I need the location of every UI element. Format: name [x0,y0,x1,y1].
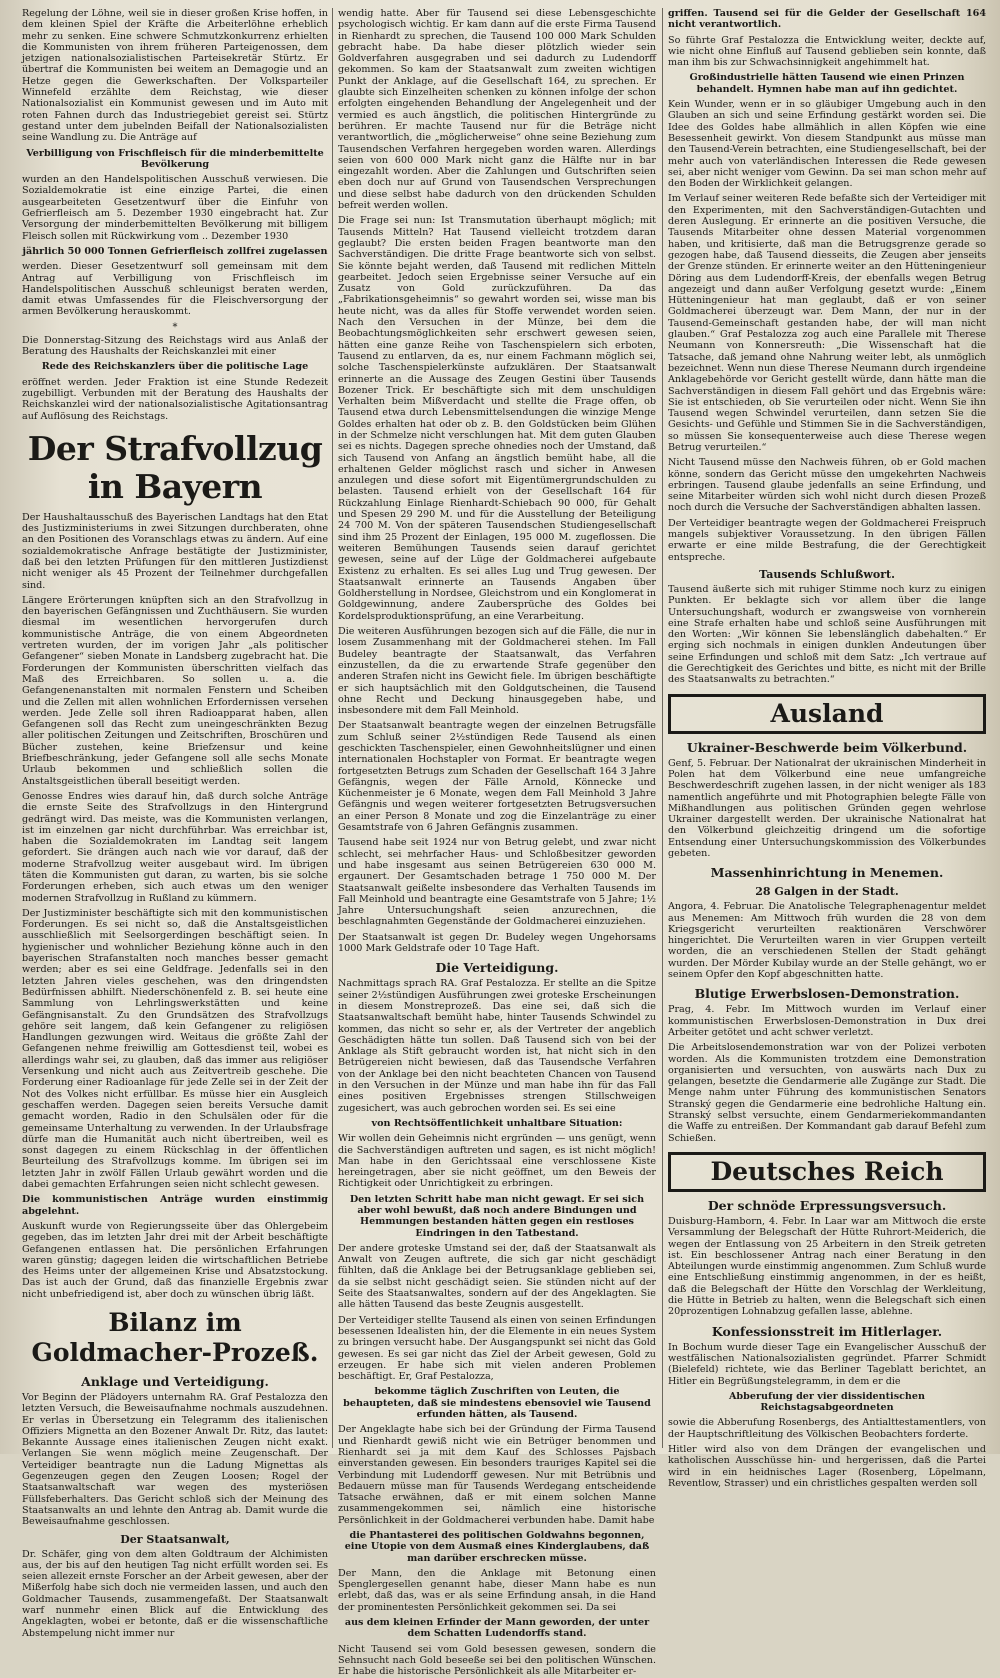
article-text: Duisburg-Hamborn, 4. Febr. In Laar war am Mittwoch die erste Versammlung der Belegschaft der Hütte Ruhrort-Meiderich, die wegen der Entlassung von 25 Arbeitern in den Streik getreten ist. Ein beschlossener Antrag nach einer Beratung in den Abteilungen wurde einstimmig angenommen. Zum Schluß wurde eine Entschließung einstimmig angenommen, in der es heißt, daß die Belegschaft der Hütte den Vorschlag der Werkleitung, die Hütte in Betrieb zu halten, wenn die Belegschaft sich einen 20prozentigen Lohnabzug gefallen lasse, ablehne. [668,1215,986,1318]
article-text: Der Staatsanwalt beantragte wegen der einzelnen Betrugsfälle zum Schluß seiner 2½stündigen Rede Tausend als einen geschickten Taschenspieler, einen Gewohnheitslügner und einen internationalen Hochstapler von Format. Er beantragte wegen fortgesetzten Betrugs zum Schaden der Gesellschaft 164 3 Jahre Gefängnis, wegen der Fälle Arnold, Könnecke und Küchenmeister je 6 Monate, wegen dem Fall Meinhold 3 Jahre Gefängnis und wegen weiterer fortgesetzten Betrugsversuchen an einer Person 8 Monate und zog die Einzelanträge zu einer Gesamtstrafe von 6 Jahren Gefängnis zusammen. [338,720,656,834]
headline-blutige: Blutige Erwerbslosen-Demonstration. [694,986,960,1002]
headline-ukrainer: Ukrainer-Beschwerde beim Völkerbund. [686,739,968,755]
highlight-line: bekomme täglich Zuschriften von Leuten, die behaupteten, daß sie mindestens ebensoviel wie Tausend erfunden hätten, als Tausend. [343,1386,651,1421]
article-text: Der Mann, den die Anklage mit Betonung einen Spenglergesellen genannt habe, dieser Mann habe es nun erlebt, daß das, was er als seine Erfindung ansah, in die Hand der prominentesten Persönlichkeit gekommen sei. Da sei [338,1567,656,1613]
article-text: Tausend habe seit 1924 nur von Betrug gelebt, und zwar nicht schlecht, sei mehrfacher Haus- und Schloßbesitzer geworden und habe insgesamt aus seinen Betrügereien 630 000 M. ergaunert. Der Gesamtschaden betrage 1 750 000 M. Der Staatsanwalt geißelte insbesondere das Verhalten Tausends im Fall Meinhold und beantragte eine Gesamtstrafe von 5 Jahre; 1½ Jahre Untersuchungshaft seien anzurechnen, die beschlagnahmten Gegenstände der Goldmacherei einzuziehen. [338,837,656,928]
separator-star: * [172,321,178,333]
highlight-line: Den letzten Schritt habe man nicht gewagt. Er sei sich aber wohl bewußt, daß noch andere Bindungen und Hemmungen bestanden hätten gegen ein restloses Eindringen in den Tatbestand. [349,1193,645,1239]
section-box-reich: Deutsches Reich [668,1152,986,1192]
article-text: Angora, 4. Februar. Die Anatolische Telegraphenagentur meldet aus Menemen: Am Mittwoch früh wurden die 28 von dem Kriegsgericht verurteilten reaktionären Verschwörer hingerichtet. Die Verurteilten waren in vier Gruppen verteilt worden, die an verschiedenen Stellen der Stadt gehängt wurden. Der Mörder Kubilay wurde an der Stelle gehängt, wo er seinem Opfer den Kopf abgeschnitten hatte. [668,901,986,981]
headline-konfession: Konfessionsstreit im Hitlerlager. [711,1323,943,1339]
article-text: Der andere groteske Umstand sei der, daß der Staatsanwalt als Anwalt von Zeugen auftrete, die sich gar nicht geschädigt fühlten, daß die Anklage bei der Betrugsanklage geblieben sei, da sie selbst nicht geschädigt seien. Sie stünden nicht auf der Seite des Staatsanwaltes, sondern auf der des Angeklagten. Sie alle hätten Tausend das beste Zeugnis ausgestellt. [338,1242,656,1311]
article-text: Dr. Schäfer, ging von dem alten Goldtraum der Alchimisten aus, der bis auf den heutigen Tag nicht erfüllt worden sei. Es seien allezeit ernste Forscher an der Arbeit gewesen, aber der Mißerfolg habe sich doch nie vermeiden lassen, und auch den Goldmacher Tausends, zusammengefaßt. Der Staatsanwalt warf nunmehr einen Blick auf die Entwicklung des Angeklagten, wobei er betonte, daß er die wissenschaftliche Abstempelung nicht immer nur [22,1548,328,1639]
column-left [22,8,328,1639]
article-text: Nachmittags sprach RA. Graf Pestalozza. Er stellte an die Spitze seiner 2½stündigen Ausführungen zwei groteske Erscheinungen in diesem Monstreprozeß. Das eine sei, daß sich die Staatsanwaltschaft bemüht habe, hinter Tausends Schwindel zu kommen, das nicht so sehr er, als der Vertreter der angeblich Geschädigten hätte tun sollen. Daß Tausend sich von bei der Anklage als Stift gebraucht worden ist, hat nicht sich in den Betrügereien nicht bewiesen, daß das Tausendsche Verfahren von der Anklage bei den nicht beachteten Chancen von Tausend in den Versuchen in der Münze und man habe ihn für das Fall eines positiven Ergebnisses strengen Stillschweigen zugesichert, was auch gebrochen worden sei. Es sei eine [338,978,656,1114]
headline-massen: Massenhinrichtung in Menemen. [710,865,944,881]
article-text: Vor Beginn der Plädoyers unternahm RA. Graf Pestalozza den letzten Versuch, die Beweisaufnahme nochmals auszudehnen. Er verlas in Übersetzung ein Telegramm des italienischen Offiziers Mignetta an den Bozener Anwalt Dr. Ritz, das lautet: Bekannte Aussage eines italienischen Zeugen nicht exakt. Verlangen Sie wenn möglich meine Zeugenschaft. Der Verteidiger beantragte nun die Ladung Mignettas als Gegenzeugen gegen den Zeugen Loosen; Rogel der Staatsanwaltschaft war wegen des mysteriösen Füllsfeberhalters. Das Gericht schloß sich der Meinung des Staatsanwalts an und lehnte den Antrag ab. Damit wurde die Beweisaufnahme geschlossen. [22,1391,328,1528]
column-rule [662,8,663,1448]
article-text: eröffnet werden. Jeder Fraktion ist eine Stunde Redezeit zugebilligt. Verbunden mit der Beratung des Haushalts der Reichskanzlei wird der nationalsozialistische Agitationsantrag auf Auflösung des Reichstags. [22,376,328,422]
subhead-staatsanwalt: Der Staatsanwalt, [120,1532,230,1546]
article-text: Prag, 4. Febr. Im Mittwoch wurden im Verlauf einer kommunistischen Erwerbslosen-Demonstration in Dux drei Arbeiter getötet und acht schwer verletzt. [668,1004,986,1038]
article-text: Der Angeklagte habe sich bei der Gründung der Firma Tausend und Rienhardt gewiß nicht wie ein Betrüger benommen und Rienhardt sei ja mit dem Kauf des Schlosses Pajsbach einverstanden gewesen. Ein besonders trauriges Kapitel sei die Verbindung mit Ludendorff gewesen. Nur mit Betrübnis und Bedauern müsse man für Tausends Werdegang entscheidende Tatsache erwähnen, daß er mit einem solchen Manne zusammengekommen sei, nämlich eine historische Persönlichkeit in der Goldmacherei verbunden habe. Damit habe [338,1424,656,1526]
subhead-galgen: 28 Galgen in der Stadt. [755,885,899,899]
article-text: Die kommunistischen Anträge wurden einstimmig abgelehnt. [22,1194,328,1217]
article-text: Nicht Tausend müsse den Nachweis führen, ob er Gold machen könne, sondern das Gericht müsse den umgekehrten Nachweis erbringen. Tausend glaube jedenfalls an seine Erfindung, und seine Mitarbeiter würden sich wohl nicht durch diesen Prozeß noch durch die Versuche der Sachverständigen abhalten lassen. [668,457,986,514]
section-box-ausland: Ausland [668,694,986,734]
column-middle [338,8,656,1678]
article-text: Hitler wird also von dem Drängen der evangelischen und katholischen Ausschüsse hin- und hergerissen, daß die Partei wird in ein heidnisches Lager (Rosenberg, Löpelmann, Reventlow, Strasser) und ein christliches gespalten werden soll [668,1443,986,1489]
article-text: Der Justizminister beschäftigte sich mit den kommunistischen Forderungen. Es sei nicht so, daß die Anstaltsgeistlichen ausschließlich mit Seelsorgerdingen beschäftigt seien. In hygienischer und wohnlicher Beziehung könne auch in den bayerischen Strafanstalten noch manches besser gemacht werden; aber es sei eine Geldfrage. Jedenfalls sei in den letzten Jahren vieles geschehen, was den dringendsten Bedürfnissen abhilft. Niederschönenfeld z. B. sei heute eine Sammlung von Lehrlingswerkstätten und keine Gefängnisanstalt. Zu den Grundsätzen des Strafvollzugs gehöre seit langem, daß kein Gefangener zu religiösen Handlungen gezwungen wird. Weitaus die größte Zahl der Gefangenen nehme freiwillig am Gottesdienst teil, wobei es allerdings wahr sei, zu glauben, daß das immer aus religiöser Versenkung und nicht auch aus Zeitvertreib geschehe. Die Forderung einer Radioanlage für jede Zelle sei in der Zeit der Not des Volkes nicht erfüllbar. Es müsse hier ein Ausgleich geschaffen werden. Dagegen seien bereits Versuche damit gemacht worden, Radio in den Schulsälen oder für die gemeinsame Unterhaltung zu verwenden. In der Urlaubsfrage dürfe man die Humanität auch nicht übertreiben, weil es sonst dagegen zu einem Rückschlag in der öffentlichen Beurteilung des Strafvollzugs komme. Im übrigen sei im letzten Jahr in zwölf Fällen Urlaub gewährt worden und die dabei gemachten Erfahrungen seien nicht schlecht gewesen. [22,907,328,1191]
article-text: Der Verteidiger beantragte wegen der Goldmacherei Freispruch mangels subjektiver Voraussetzung. In den übrigen Fällen erwarte er eine milde Bestrafung, die der Gerechtigkeit entspreche. [668,517,986,563]
highlight-line: aus dem kleinen Erfinder der Mann geworden, der unter dem Schatten Ludendorffs stand. [344,1617,650,1640]
article-text: Die Arbeitslosendemonstration war von der Polizei verboten worden. Als die Kommunisten trotzdem eine Demonstration organisierten und versuchten, von auswärts nach Dux zu gelangen, besetzte die Gendarmerie alle Zugänge zur Stadt. Die Menge nahm unter Führung des kommunistischen Senators Stranský gegen die Gendarmerie eine bedrohliche Haltung ein. Stranský selbst versuchte, einem Gendarmeriekommandanten die Waffe zu entreißen. Der Kommandant gab darauf Befehl zum Schießen. [668,1042,986,1144]
highlight-line: Verbilligung von Frischfleisch für die minderbemittelte Bevölkerung [26,147,324,170]
article-text: Der Haushaltausschuß des Bayerischen Landtags hat den Etat des Justizministeriums in zwei Sitzungen durchberaten, ohne an den Positionen des Voranschlags etwas zu ändern. Auf eine sozialdemokratische Anfrage bestätigte der Justizminister, daß bei den letzten Prüfungen für den mittleren Justizdienst nicht weniger als 45 Prozent der Teilnehmer durchgefallen sind. [22,511,328,591]
article-text: wendig hatte. Aber für Tausend sei diese Lebensgeschichte psychologisch wichtig. Er kam dann auf die erste Firma Tausend in Rienhardt zu sprechen, die Tausend 100 000 Mark Schulden gebracht habe. Da habe dieser plötzlich wieder sein Goldverfahren ausgegraben und sei dadurch zu Ludendorff gekommen. So kam der Staatsanwalt zum zweiten wichtigen Punkt der Anklage, auf die Gesellschaft 164, zu sprechen. Er glaubte sich Einzelheiten schenken zu können infolge der schon erfolgten eingehenden Behandlung der Angelegenheit und der vermied es auch ängstlich, die politischen Hintergründe zu berühren. Er machte Tausend nur für die Beträge nicht verantwortlich, die „möglicherweise“ ohne seine Beziehung zum Tausendschen Verfahren hergegeben worden waren. Allerdings seien von 600 000 Mark nicht ganz die Hälfte nur in bar eingezahlt worden. Aber die Zahlungen und Gutschriften seien eben doch nur auf Grund von Tausendschen Versprechungen und diese selbst habe dadurch von den drückenden Schulden befreit werden wollen. [338,8,656,212]
highlight-line: Großindustrielle hätten Tausend wie einen Prinzen behandelt. Hymnen habe man auf ihn gedichtet. [689,72,965,95]
headline-strafvollzug: Der Strafvollzug in Bayern [27,428,323,506]
column-rule [332,8,333,1448]
article-text: Genosse Endres wies darauf hin, daß durch solche Anträge die ernste Seite des Strafvollzugs in den Hintergrund gedrängt wird. Das meiste, was die Kommunisten verlangen, ist im einzelnen gar nicht durchführbar. Was erreichbar ist, haben die Sozialdemokraten im Landtag seit langem gefordert. Sie drängen auch nach wie vor darauf, daß der moderne Strafvollzug weiter ausgebaut wird. Im übrigen täten die Kommunisten gut daran, zu warten, bis sie solche Forderungen erheben, sich auch etwas um den weniger modernen Strafvollzug in Rußland zu kümmern. [22,790,328,904]
subhead-bilanz: Anklage und Verteidigung. [81,1373,269,1389]
article-text: Im Verlauf seiner weiteren Rede befaßte sich der Verteidiger mit den Experimenten, mit den Sachverständigen-Gutachten und deren Auslegung. Er erinnerte an die positiven Versuche, die Tausends Mitarbeiter ohne dessen Material vorgenommen haben, und kritisierte, daß man die Betrugsgrenze gerade so gezogen habe, daß Tausend diesseits, die Zeugen aber jenseits der Grenze stünden. Er erinnerte weiter an den Hütteningenieur Döring aus dem Ludendorff-Kreis, der ebenfalls wegen Betrug angezeigt und dann außer Verfolgung gesetzt wurde: „Einem Hütteningenieur hat man geglaubt, daß er von seiner Goldmacherei überzeugt war. Dem Mann, der nur in der Tausend-Gemeinschaft gestanden habe, der will man nicht glauben.“ Graf Pestalozza zog auch eine Parallele mit Therese Neumann von Konnersreuth: „Die Wissenschaft hat die Tatsache, daß jemand ohne Nahrung weiter lebt, als unmöglich bezeichnet. Wenn nun diese Therese Neumann durch irgendeine Anklagebehörde vor Gericht gestellt würde, dann hätte man die Sachverständigen in diesem Fall gehört und das Ergebnis wäre: Sie ist entschieden, ob Sie verurteilen oder nicht. Wenn Sie ihn Tausend wegen Schwindel verurteilen, dann setzen Sie die Gesichts- und Gefühle und Stimmen Sie in die Sachverständigen, so müssen Sie konsequenterweise auch diese Therese wegen Betrug verurteilen.“ [668,193,986,453]
article-text: griffen. Tausend sei für die Gelder der Gesellschaft 164 nicht verantwortlich. [668,8,986,31]
article-text: Die weiteren Ausführungen bezogen sich auf die Fälle, die nur in losem Zusammenhang mit der Goldmacherei stehen. Im Fall Budeley beantragte der Staatsanwalt, das Verfahren einzustellen, da die zu erwartende Strafe gegenüber den anderen Strafen nicht ins Gewicht fiele. Im übrigen beschäftigte er sich hauptsächlich mit den Goldgutscheinen, die Tausend ohne Recht und Deckung hinausgegeben habe, und insbesondere mit dem Fall Meinhold. [338,626,656,717]
article-text: Der Verteidiger stellte Tausend als einen von seinen Erfindungen besessenen Idealisten hin, der die Elemente in ein neues System zu bringen versucht habe. Der Ausgangspunkt sei nicht das Gold gewesen. Es sei gar nicht das Ziel der Arbeit gewesen, Gold zu erzeugen. Er habe sich mit vielen anderen Problemen beschäftigt. Er, Graf Pestalozza, [338,1314,656,1383]
article-text: Kein Wunder, wenn er in so gläubiger Umgebung auch in den Glauben an sich und seine Erfindung gestärkt worden sei. Die Idee des Goldes habe allmählich in allen Köpfen wie eine Besessenheit gewirkt. Von diesem Standpunkt aus müsse man den Tausend-Verein betrachten, eine Studiengesellschaft, bei der mehr auch von vaterländischen Interessen die Rede gewesen sei, aber nicht weniger vom Gewinn. Da sei man schon mehr auf den Boden der Wirklichkeit gelangen. [668,99,986,190]
article-text: Die Frage sei nun: Ist Transmutation überhaupt möglich; mit Tausends Mitteln? Hat Tausend vielleicht trotzdem daran geglaubt? Die ersten beiden Fragen beantworte man den Sachverständigen. Die dritte Frage beantworte sich von selbst. Sie könnte bejaht werden, daß Tausend mit redlichen Mitteln gearbeitet. Jedoch seien Ergebnisse seiner Versuche auf ein Zusatz von Gold zurückzuführen. Da das „Fabrikationsgeheimnis“ so gewahrt worden sei, wisse man bis heute nicht, was da alles für Stoffe verwendet worden seien. Nach den Versuchen in der Münze, bei dem die Beobachtungsmöglichkeiten sehr erschwert gewesen seien, hätten eine ganze Reihe von Taschenspielern sich erboten, Tausend zu entlarven, da es, nur einem Fachmann möglich sei, solche Taschenspielerkünste aufzuklären. Der Staatsanwalt erinnerte an die Aussage des Zeugen Gestini über Tausends Bozener Trick. Er beschäftigte sich mit dem unschuldigen Verhalten beim Mißverdacht und stellte die Frage offen, ob Tausend etwa durch Lebensmittelsendungen die winzige Menge Goldes erhalten hat oder ob z. B. den Goldstücken beim Glühen in der Schmelze nicht verschlungen hat. Mit dem guten Glauben sei es nichts. Dagegen spreche ohnedies noch der Umstand, daß sich Tausend von Anfang an ängstlich bemüht habe, all die erhaltenen Gelder möglichst rasch und sicher in Anwesen anzulegen und diese sofort mit Eigentümergrundschulden zu belasten. Tausend erhielt von der Gesellschaft 164 für Rückzahlung Einlage Rienhardt-Schiebach 90 000, für Gehalt und Spesen 29 290 M. und für die Ausstellung der Beteiligung 24 700 M. Von der späteren Tausendschen Studiengesellschaft sind ihm 25 Prozent der Einlagen, 195 000 M. zugeflossen. Die weiteren Bemühungen Tausends seien darauf gerichtet gewesen, seine auf der Lüge der Goldmacherei aufgebaute Existenz zu erhalten. Es sei alles Lug und Trug gewesen. Der Staatsanwalt erinnerte an Tausends Angaben über Goldherstellung in Nordsee, Gleichstrom und ein Konglomerat in Goldgewinnung, andere Zaubersprüche des Goldes bei Kordelsproduktionsprüfung, an eine Verarbeitung. [338,215,656,622]
article-text: sowie die Abberufung Rosenbergs, des Antialttestamentlers, von der Hauptschriftleitung des Völkischen Beobachters forderte. [668,1417,986,1440]
article-text: So führte Graf Pestalozza die Entwicklung weiter, deckte auf, wie nicht ohne Einfluß auf Tausend geblieben sein konnte, daß man ihm bis zur Schwachsinnigkeit angehimmelt hat. [668,34,986,69]
headline-bilanz: Bilanz im Goldmacher-Prozeß. [31,1307,319,1367]
highlight-line: die Phantasterei des politischen Goldwahns begonnen, eine Utopie von dem Ausmaß eines Kinderglaubens, daß man darüber erschrecken müsse. [344,1530,650,1564]
article-text: werden. Dieser Gesetzentwurf soll gemeinsam mit dem Antrag auf Verbilligung von Frischfleisch im Handelspolitischen Ausschuß schleunigst beraten werden, damit etwas Umfassendes für die Fleischversorgung der armen Bevölkerung herauskommt. [22,261,328,318]
article-text: Die Donnerstag-Sitzung des Reichstags wird aus Anlaß der Beratung des Haushalts der Reichskanzlei mit einer [22,334,328,358]
article-text: Auskunft wurde von Regierungsseite über das Ohlergebeim gegeben, das im letzten Jahr drei mit der Arbeit beschäftigte Gefangenen entlassen hat. Die persönlichen Erfahrungen waren günstig; dagegen leiden die wirtschaftlichen Betriebe des Heims unter der allgemeinen Krise und Absatzstockung. Das ist auch der Grund, daß das finanzielle Ergebnis zwar nicht unbefriedigend ist, aber doch zu wünschen übrig läßt. [22,1220,328,1300]
article-text: Längere Erörterungen knüpften sich an den Strafvollzug in den bayerischen Gefängnissen und Zuchthäusern. Sie wurden diesmal im wesentlichen hervorgerufen durch kommunistische Anträge, die von einem Abgeordneten vertreten wurden, der im vorigen Jahr „als politischer Gefangener“ sieben Monate in Landsberg zugebracht hat. Die Forderungen der Kommunisten überschritten vielfach das Maß des Erreichbaren. So sollen u. a. die Gefangenenanstalten mit normalen Fenstern und Scheiben und die Zellen mit allen wohnlichen Erfordernissen versehen werden. Jede Zelle soll ihren Radioapparat haben, allen Gefangenen soll das Recht zum uneingeschränkten Bezug aller politischen Zeitungen und Zeitschriften, Broschüren und Bücher zustehen, keine Briefzensur und keine Briefbeschränkung, jeder Gefangene soll alle sechs Monate Urlaub bekommen und schließlich sollen die Anstaltsgeistlichen überall beseitigt werden. [22,594,328,787]
subhead-schlusswort: Tausends Schlußwort. [759,567,895,581]
highlight-line: Abberufung der vier dissidentischen Reichstagsabgeordneten [728,1390,925,1414]
subhead-verteidigung: Die Verteidigung. [435,960,559,976]
headline-erpressung: Der schnöde Erpressungsversuch. [707,1197,947,1213]
highlight-line: von Rechtsöffentlichkeit unhaltbare Situation: [371,1117,623,1129]
article-text: Genf, 5. Februar. Der Nationalrat der ukrainischen Minderheit in Polen hat dem Völkerbund eine neue umfangreiche Beschwerdeschrift zugehen lassen, in der nicht weniger als 183 namentlich angeführte und mit Photographien belegte Fälle von Mißhandlungen aus politischen Gründen gegen wehrlose Ukrainer dargestellt werden. Der ukrainische Nationalrat hat den Völkerbund gleichzeitig dringend um die sofortige Entsendung einer Untersuchungskommission des Völkerbundes gebeten. [668,757,986,859]
article-text: Der Staatsanwalt ist gegen Dr. Budeley wegen Ungehorsams 1000 Mark Geldstrafe oder 10 Tage Haft. [338,931,656,955]
article-text: Wir wollen dein Geheimnis nicht ergründen — uns genügt, wenn die Sachverständigen auftreten und sagen, es ist nicht möglich! Man habe in den Gerichtssaal eine verschlossene Kiste hereingetragen, aber sie nicht geöffnet, um den Beweis der Richtigkeit oder Unrichtigkeit zu erbringen. [338,1133,656,1190]
highlight-line: Rede des Reichskanzlers über die politische Lage [41,361,309,373]
article-text: In Bochum wurde dieser Tage ein Evangelischer Ausschuß der westfälischen Nationalsozialisten gegründet. Pfarrer Schmidt (Bielefeld) richtete, wie das Berliner Tageblatt berichtet, an Hitler ein Begrüßungstelegramm, in dem er die [668,1341,986,1387]
highlight-line: jährlich 50 000 Tonnen Gefrierfleisch zollfrei zugelassen [22,245,328,257]
column-right [668,8,986,1489]
article-text: wurden an den Handelspolitischen Ausschuß verwiesen. Die Sozialdemokratie ist eine einzige Partei, die einen ausgearbeiteten Gesetzentwurf über die Einfuhr von Gefrierfleisch am 5. Dezember 1930 eingebracht hat. Zur Versorgung der minderbemittelten Bevölkerung mit billigem Fleisch sollen mit Rückwirkung vom .. Dezember 1930 [22,174,328,242]
article-text: Tausend äußerte sich mit ruhiger Stimme noch kurz zu einigen Punkten. Er beklagte sich vor allem über die lange Untersuchungshaft, wodurch er zwangsweise von vornherein eine Strafe erhalten habe und schloß seine Ausführungen mit den Worten: „Wir können Sie lebenslänglich dabehalten.“ Er erging sich nochmals in einigen dunklen Andeutungen über seine Erfindungen und schloß mit dem Satz: „Ich vertraue auf die Gerechtigkeit des Gerichtes und bitte, es nicht mit der Brille des Staatsanwalts zu betrachten.“ [668,583,986,686]
article-text: Regelung der Löhne, weil sie in dieser großen Krise hoffen, in dem kleinen Spiel der Kräfte die Arbeiterlöhne erheblich mehr zu senken. Eine schwere Schmutzkonkurrenz erhielten die Kommunisten von ihrem früheren Parteigenossen, dem jetzigen nationalsozialistischen Parteisekretär Stürtz. Er übertraf die Kommunisten bei weitem an Demagogie und an Hetze gegen die Gewerkschaften. Der Volksparteiler Winnefeld erzählte dem Reichstag, wie dieser Nationalsozialist ein Kommunist gewesen und im Auto mit roten Fahnen durch das Industriegebiet gereist sei. Stürtz gestand unter dem jubelnden Beifall der Nationalsozialisten seine Wandlung zu. Die Anträge auf [22,8,328,144]
article-text: Nicht Tausend sei vom Gold besessen gewesen, sondern die Sehnsucht nach Gold beseeße sei bei den politischen Wünschen. Er habe die historische Persönlichkeit als alle Mitarbeiter er- [338,1643,656,1678]
